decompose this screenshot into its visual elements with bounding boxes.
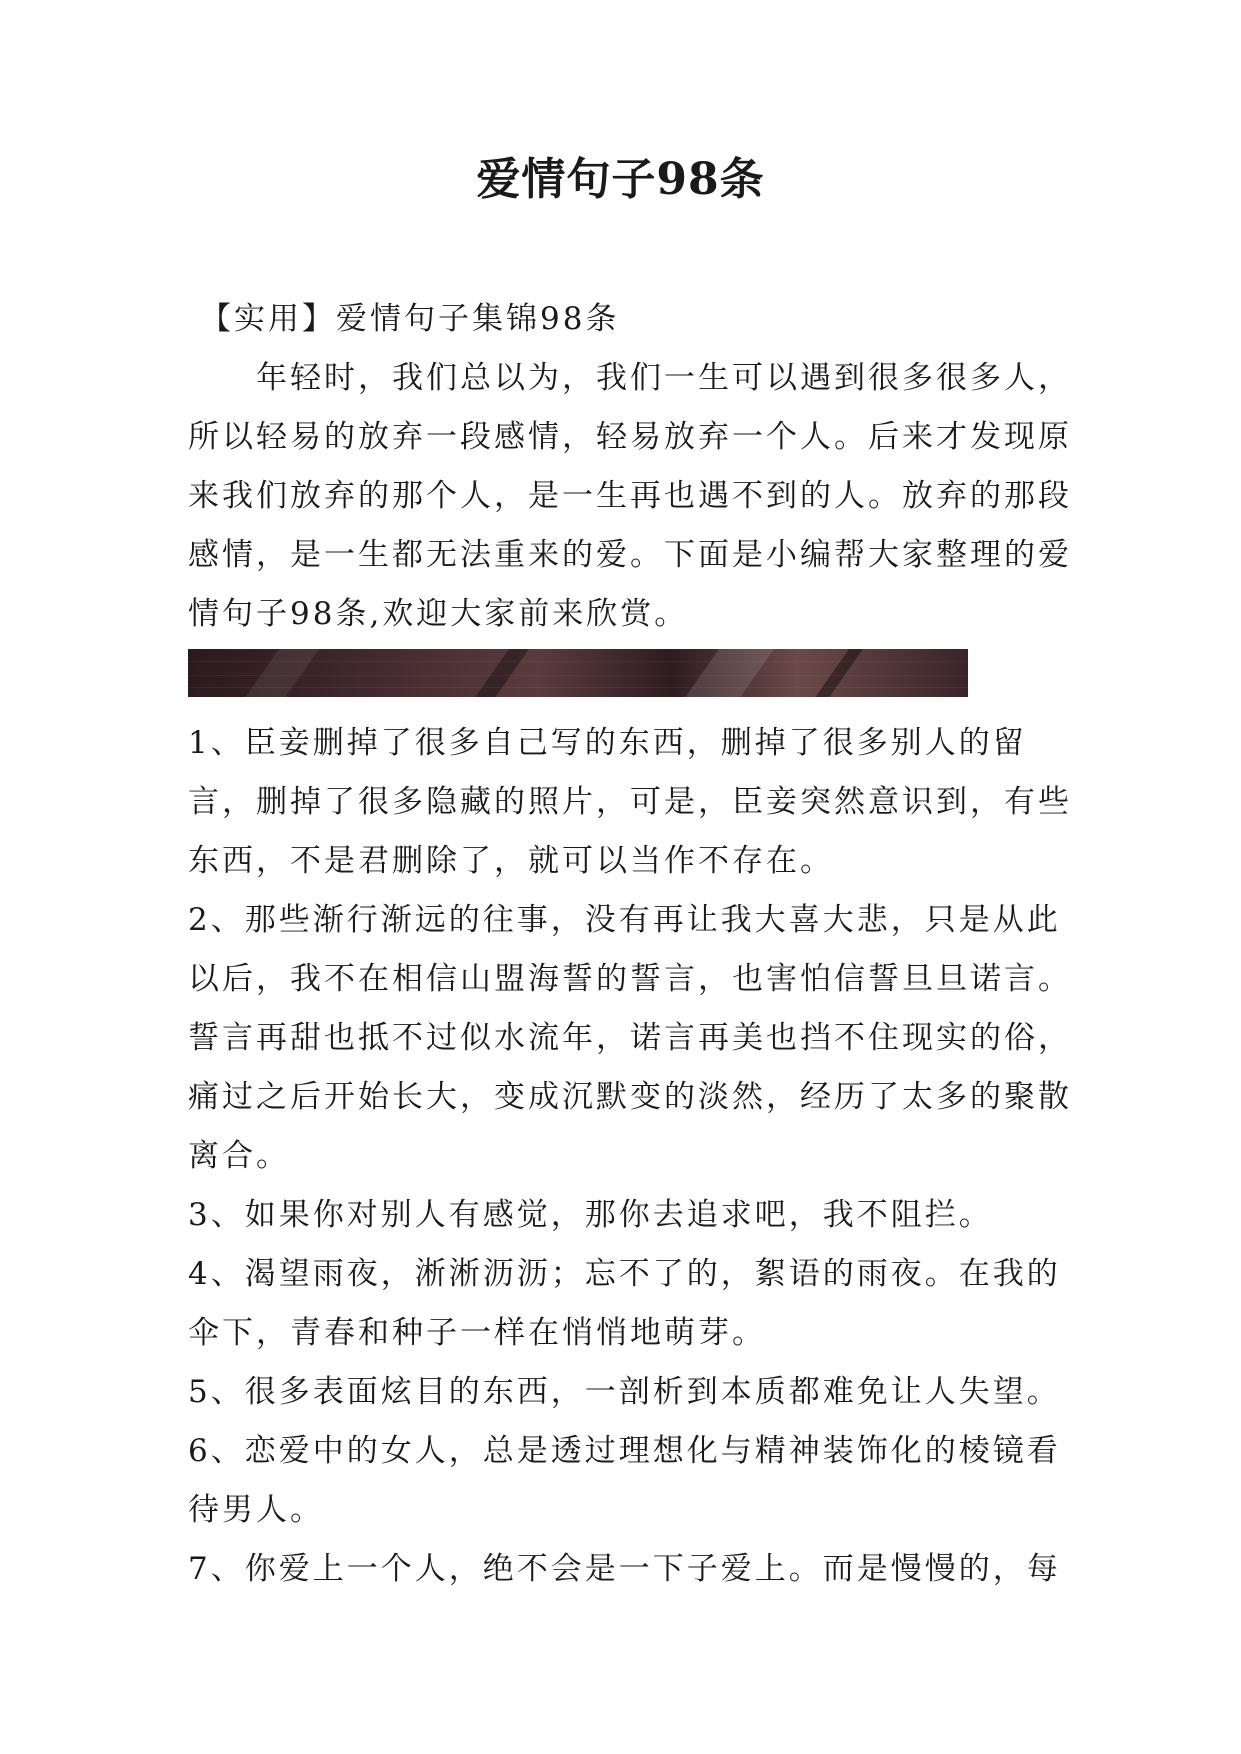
intro-paragraph: 年轻时，我们总以为，我们一生可以遇到很多很多人，所以轻易的放弃一段感情，轻易放弃一个人。后来才发现原来我们放弃的那个人，是一生再也遇不到的人。放弃的那段感情，是一生都无法重来的爱。下面是小编帮大家整理的爱情句子98条,欢迎大家前来欣赏。 — [188, 360, 1072, 632]
banner-grain — [188, 675, 968, 676]
list-item: 1、臣妾删掉了很多自己写的东西，删掉了很多别人的留言，删掉了很多隐藏的照片，可是，臣妾突然意识到，有些东西，不是君删除了，就可以当作不存在。 — [188, 725, 1072, 879]
banner-plank — [670, 649, 781, 697]
banner-plank — [800, 649, 870, 697]
banner-grain — [188, 687, 968, 688]
banner-plank — [460, 649, 536, 697]
list-item: 7、你爱上一个人，绝不会是一下子爱上。而是慢慢的，每 — [188, 1551, 1061, 1587]
list-item: 5、很多表面炫目的东西，一剖析到本质都难免让人失望。 — [188, 1374, 1061, 1410]
list-item: 6、恋爱中的女人，总是透过理想化与精神装饰化的棱镜看待男人。 — [188, 1433, 1061, 1528]
document-heading: 【实用】爱情句子集锦98条 — [200, 301, 620, 337]
list-item: 4、渴望雨夜，淅淅沥沥；忘不了的，絮语的雨夜。在我的伞下，青春和种子一样在悄悄地萌芽。 — [188, 1256, 1061, 1351]
banner-plank — [230, 649, 326, 697]
list-item: 2、那些渐行渐远的往事，没有再让我大喜大悲，只是从此以后，我不在相信山盟海誓的誓言，也害怕信誓旦旦诺言。誓言再甜也抵不过似水流年，诺言再美也挡不住现实的俗，痛过之后开始长大，变成沉默变的淡然，经历了太多的聚散离合。 — [188, 902, 1072, 1174]
list-item: 3、如果你对别人有感觉，那你去追求吧，我不阻拦。 — [188, 1197, 993, 1233]
document-title: 爱情句子98条 — [476, 154, 765, 205]
banner-grain — [188, 661, 968, 662]
document-body — [188, 290, 1078, 1599]
wood-banner-image — [188, 649, 968, 697]
